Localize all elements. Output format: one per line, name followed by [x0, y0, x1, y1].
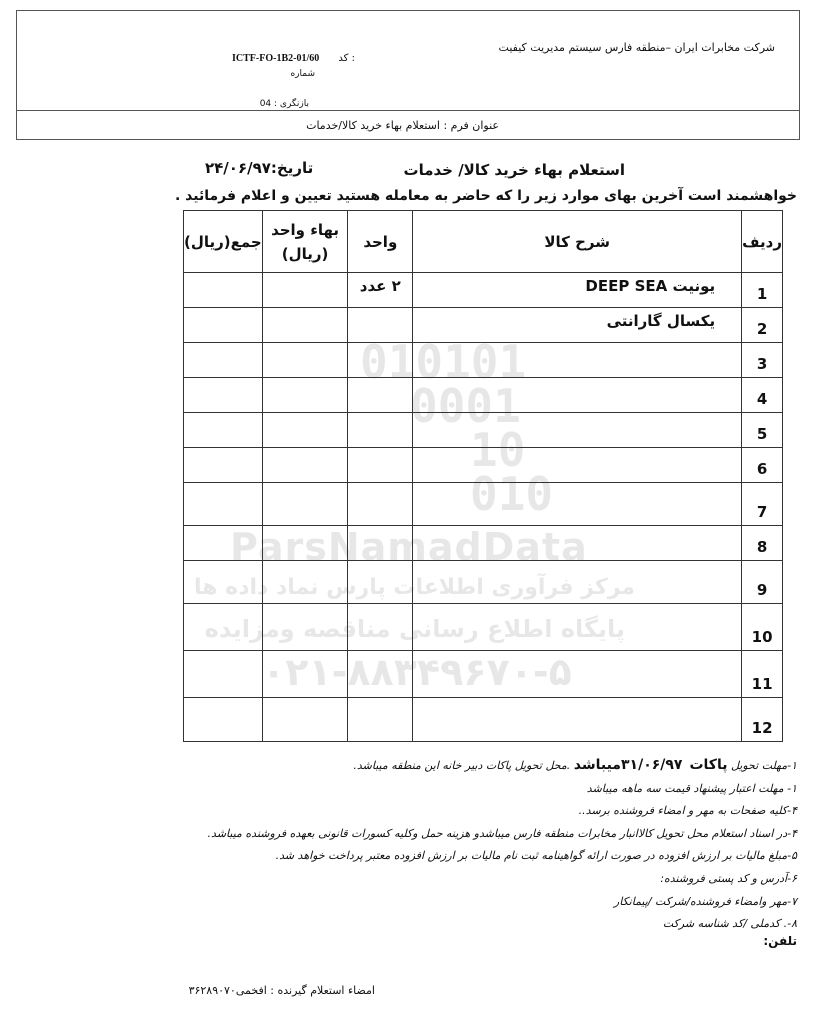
note-text: ۱-مهلت تحویل [727, 759, 797, 772]
table-row [184, 561, 783, 604]
item-unit [348, 561, 413, 604]
table-row [184, 378, 783, 413]
item-description [413, 413, 742, 448]
form-header [16, 10, 800, 111]
signature-line: امضاء استعلام گیرنده : افخمی۳۶۲۸۹۰۷۰ [188, 984, 375, 997]
unit-price-cell [262, 273, 348, 308]
row-number: 3 [742, 343, 783, 378]
total-cell [184, 343, 263, 378]
row-number: 6 [742, 448, 783, 483]
unit-price-cell [262, 698, 348, 742]
unit-price-cell [262, 343, 348, 378]
total-cell [184, 378, 263, 413]
item-description [413, 526, 742, 561]
col-header-unit-price: بهاء واحد (ریال) [262, 211, 348, 273]
table-row [184, 448, 783, 483]
note-item: ۱- مهلت اعتبار پیشنهاد قیمت سه ماهه میباشد [586, 781, 797, 795]
table-row [184, 604, 783, 651]
item-unit [348, 413, 413, 448]
col-header-description: شرح کالا [413, 211, 742, 273]
revision-label: بازنگری : 04 [259, 99, 309, 109]
total-cell [184, 273, 263, 308]
item-description: یونیت DEEP SEA [413, 273, 742, 308]
form-code [232, 53, 355, 64]
note-bold: میباشد [573, 757, 621, 773]
phone-label: تلفن: [763, 934, 797, 948]
item-unit [348, 698, 413, 742]
row-number: 9 [742, 561, 783, 604]
total-cell [184, 651, 263, 698]
items-table [183, 210, 783, 742]
total-cell [184, 308, 263, 343]
form-title: عنوان فرم : استعلام بهاء خرید کالا/خدمات [306, 119, 499, 132]
row-number: 4 [742, 378, 783, 413]
note-bold: پاکات [689, 757, 728, 773]
number-label: شماره [290, 69, 315, 79]
inquiry-date: تاریخ:۲۴/۰۶/۹۷ [205, 159, 314, 177]
row-number: 11 [742, 651, 783, 698]
form-code-label: کد : [338, 53, 355, 64]
table-row [184, 698, 783, 742]
item-unit [348, 483, 413, 526]
table-header-row [184, 211, 783, 273]
item-description [413, 561, 742, 604]
company-title: شرکت مخابرات ایران –منطقه فارس سیستم مدیریت کیفیت [498, 41, 775, 54]
note-item: ۴-کلیه صفحات به مهر و امضاء فروشنده برسد.. [578, 804, 797, 818]
watermark-digits-line: 010 [470, 467, 554, 521]
unit-price-cell [262, 378, 348, 413]
item-unit [348, 448, 413, 483]
total-cell [184, 483, 263, 526]
unit-price-cell [262, 413, 348, 448]
row-number: 5 [742, 413, 783, 448]
notes-section [157, 754, 797, 936]
table-row [184, 526, 783, 561]
note-text: .محل تحویل پاکات دبیر خانه این منطقه میباشد. [353, 759, 574, 772]
item-description [413, 483, 742, 526]
unit-price-cell [262, 561, 348, 604]
note-deadline-date: ۳۱/۰۶/۹۷ [620, 757, 683, 773]
item-description [413, 448, 742, 483]
note-item: ۶-آدرس و کد پستی فروشنده: [660, 871, 797, 885]
row-number: 1 [742, 273, 783, 308]
watermark-line2: پایگاه اطلاع رسانی مناقصه ومزایده [204, 615, 625, 643]
table-row [184, 483, 783, 526]
watermark-phone: ۰۲۱-۸۸۳۴۹۶۷۰-۵ [262, 650, 572, 694]
item-unit [348, 308, 413, 343]
note-item [157, 754, 797, 778]
col-header-unit: واحد [348, 211, 413, 273]
col-header-row-number: ردیف [742, 211, 783, 273]
total-cell [184, 413, 263, 448]
table-row [184, 343, 783, 378]
row-number: 2 [742, 308, 783, 343]
total-cell [184, 526, 263, 561]
watermark-line1: مرکز فرآوری اطلاعات پارس نماد داده ها [194, 575, 635, 600]
form-code-value: ICTF-FO-1B2-01/60 [232, 53, 320, 64]
unit-price-cell [262, 448, 348, 483]
row-number: 12 [742, 698, 783, 742]
total-cell [184, 561, 263, 604]
unit-price-cell [262, 604, 348, 651]
watermark-digits-line: 0001 [410, 379, 521, 433]
table-row [184, 273, 783, 308]
item-description [413, 343, 742, 378]
table-row [184, 413, 783, 448]
item-unit [348, 378, 413, 413]
watermark-digits-line: 010101 [360, 335, 527, 389]
total-cell [184, 448, 263, 483]
total-cell [184, 604, 263, 651]
watermark-brand: ParsNamadData [230, 525, 588, 569]
watermark-digits-line: 10 [470, 423, 526, 477]
item-unit [348, 343, 413, 378]
request-text: خواهشمند است آخرین بهای موارد زیر را که حاضر به معامله هستید تعیین و اعلام فرمائید . [174, 188, 797, 204]
row-number: 8 [742, 526, 783, 561]
item-unit [348, 604, 413, 651]
total-cell [184, 698, 263, 742]
table-row [184, 308, 783, 343]
item-description: یکسال گارانتی [413, 308, 742, 343]
item-description [413, 378, 742, 413]
unit-price-cell [262, 651, 348, 698]
unit-price-cell [262, 483, 348, 526]
form-title-bar [16, 110, 800, 140]
item-unit [348, 651, 413, 698]
row-number: 10 [742, 604, 783, 651]
unit-price-cell [262, 526, 348, 561]
item-unit [348, 526, 413, 561]
item-unit: ۲ عدد [348, 273, 413, 308]
row-number: 7 [742, 483, 783, 526]
table-row [184, 651, 783, 698]
col-header-total: جمع(ریال) [184, 211, 263, 273]
note-item: ۸-. کدملی /کد شناسه شرکت [662, 917, 797, 931]
item-description [413, 604, 742, 651]
main-title: استعلام بهاء خرید کالا/ خدمات [403, 161, 625, 179]
unit-price-cell [262, 308, 348, 343]
note-item: ۵-مبلغ مالیات بر ارزش افزوده در صورت ارائه گواهینامه ثبت نام مالیات بر ارزش افزوده معتبر پرداخت خواهد شد. [275, 849, 797, 863]
item-description [413, 651, 742, 698]
item-description [413, 698, 742, 742]
note-item: ۴-در اسناد استعلام محل تحویل کالاانبار مخابرات منطقه فارس میباشدو هزینه حمل وکلیه کسورات قانونی بعهده فروشنده میباشد. [207, 826, 797, 840]
note-item: ۷-مهر وامضاء فروشنده/شرکت /پیمانکار [613, 894, 797, 908]
